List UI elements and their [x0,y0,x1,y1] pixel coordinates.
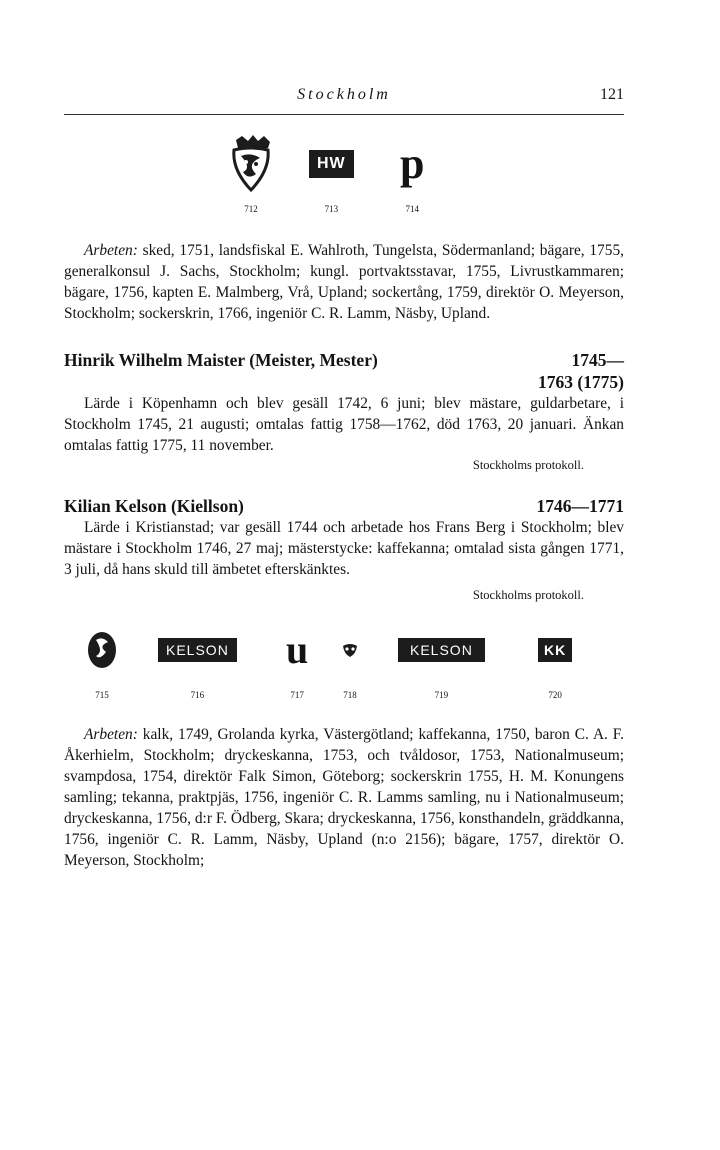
works-text: kalk, 1749, Grolanda kyrka, Västergötland; kaffekanna, 1750, baron C. A. F. Åkerhielm, Stockholm; dryckeskanna, 1753, och tvåldosor, 1753, Nationalmuseum; svampdosa, 1754, direktör Falk Simon, Göteborg; sockerskrin 1755, H. M. Konungens samling; tekanna, praktpjäs, 1756, ingeniör C. R. Lamms samling, nu i Nationalmuseum; dryckeskanna, 1756, d:r F. Ödberg, Skara; dryckeskanna, 1756, konsthandeln, gräddkanna, 1756, ingeniör C. R. Lamm, Näsby, Upland (n:o 2156); bägare, 1757, direktör O. Meyerson, Stockholm; [64,726,624,869]
works-paragraph-1 [64,240,624,324]
kelson-dates: 1746—1771 [536,496,624,516]
kelson-source: Stockholms protokoll. [472,588,584,602]
hallmark-718 [341,618,359,700]
maister-bio: Lärde i Köpenhamn och blev gesäll 1742, 6 juni; blev mästare, guldarbetare, i Stockholm 1745, 21 augusti; omtalas fattig 1758—1762, död 1763, 20 januari. Änkan omtalas fattig 1775, 11 november. [64,395,624,454]
hallmark-number: 713 [324,204,339,214]
maister-source: Stockholms protokoll. [472,458,584,472]
hallmark-720 [538,618,572,700]
hallmark-713 [310,132,353,214]
kk-mark: KK [538,638,572,662]
hallmark-number: 712 [244,204,258,214]
hallmark-717 [286,618,308,700]
hallmark-716 [158,618,237,700]
book-page [64,0,624,871]
oval-shield-mark-icon [86,630,118,670]
maister-name: Hinrik Wilhelm Maister (Meister, Mester) [64,350,378,370]
works-lead: Arbeten: [84,242,138,259]
hallmark-712 [226,132,276,214]
hallmark-719 [398,618,485,700]
header-rule [64,114,624,115]
crown-small-mark-icon [341,642,359,658]
hallmark-number: 718 [343,690,357,700]
kelson-heading [64,496,624,517]
kelson-mark-1: KELSON [158,638,237,662]
hallmark-number: 716 [190,690,205,700]
page-header [64,0,624,122]
hallmark-number: 717 [290,690,304,700]
maister-dates-1: 1745— [571,350,624,370]
kelson-mark-2: KELSON [398,638,485,662]
running-title: Stockholm [297,86,391,103]
hallmark-715 [86,618,118,700]
hw-mark: HW [310,151,353,177]
kelson-bio: Lärde i Kristianstad; var gesäll 1744 och arbetade hos Frans Berg i Stockholm; blev mästare i Stockholm 1746, 27 maj; mästerstycke: kaffekanna; omtalad sista gången 1771, 3 juli, då hans skuld till ämbetet efterskänktes. [64,519,624,578]
kelson-name: Kilian Kelson (Kiellson) [64,496,244,516]
works-lead: Arbeten: [84,726,138,743]
hallmark-number: 714 [405,204,419,214]
hallmark-number: 720 [548,690,562,700]
page-number: 121 [600,86,624,103]
hallmark-number: 715 [95,690,109,700]
maister-heading [64,350,624,371]
hallmarks-715-720 [64,610,624,720]
works-paragraph-2 [64,724,624,871]
works-text: sked, 1751, landsfiskal E. Wahlroth, Tungelsta, Södermanland; bägare, 1755, generalkonsul J. Sachs, Stockholm; kungl. portvaktsstavar, 1755, Livrustkammaren; bägare, 1756, kapten E. Malmberg, Vrå, Upland; sockertång, 1759, direktör O. Meyerson, Stockholm; sockerskrin, 1766, ingeniör C. R. Lamm, Näsby, Upland. [64,242,624,322]
crowned-shield-mark-icon [226,134,276,194]
maister-dates-2: 1763 (1775) [537,372,624,392]
hallmark-714 [400,132,424,214]
hallmark-number: 719 [434,690,449,700]
gothic-u-mark: u [286,627,309,672]
hallmarks-712-714 [64,122,624,240]
gothic-p-mark: p [400,139,425,188]
